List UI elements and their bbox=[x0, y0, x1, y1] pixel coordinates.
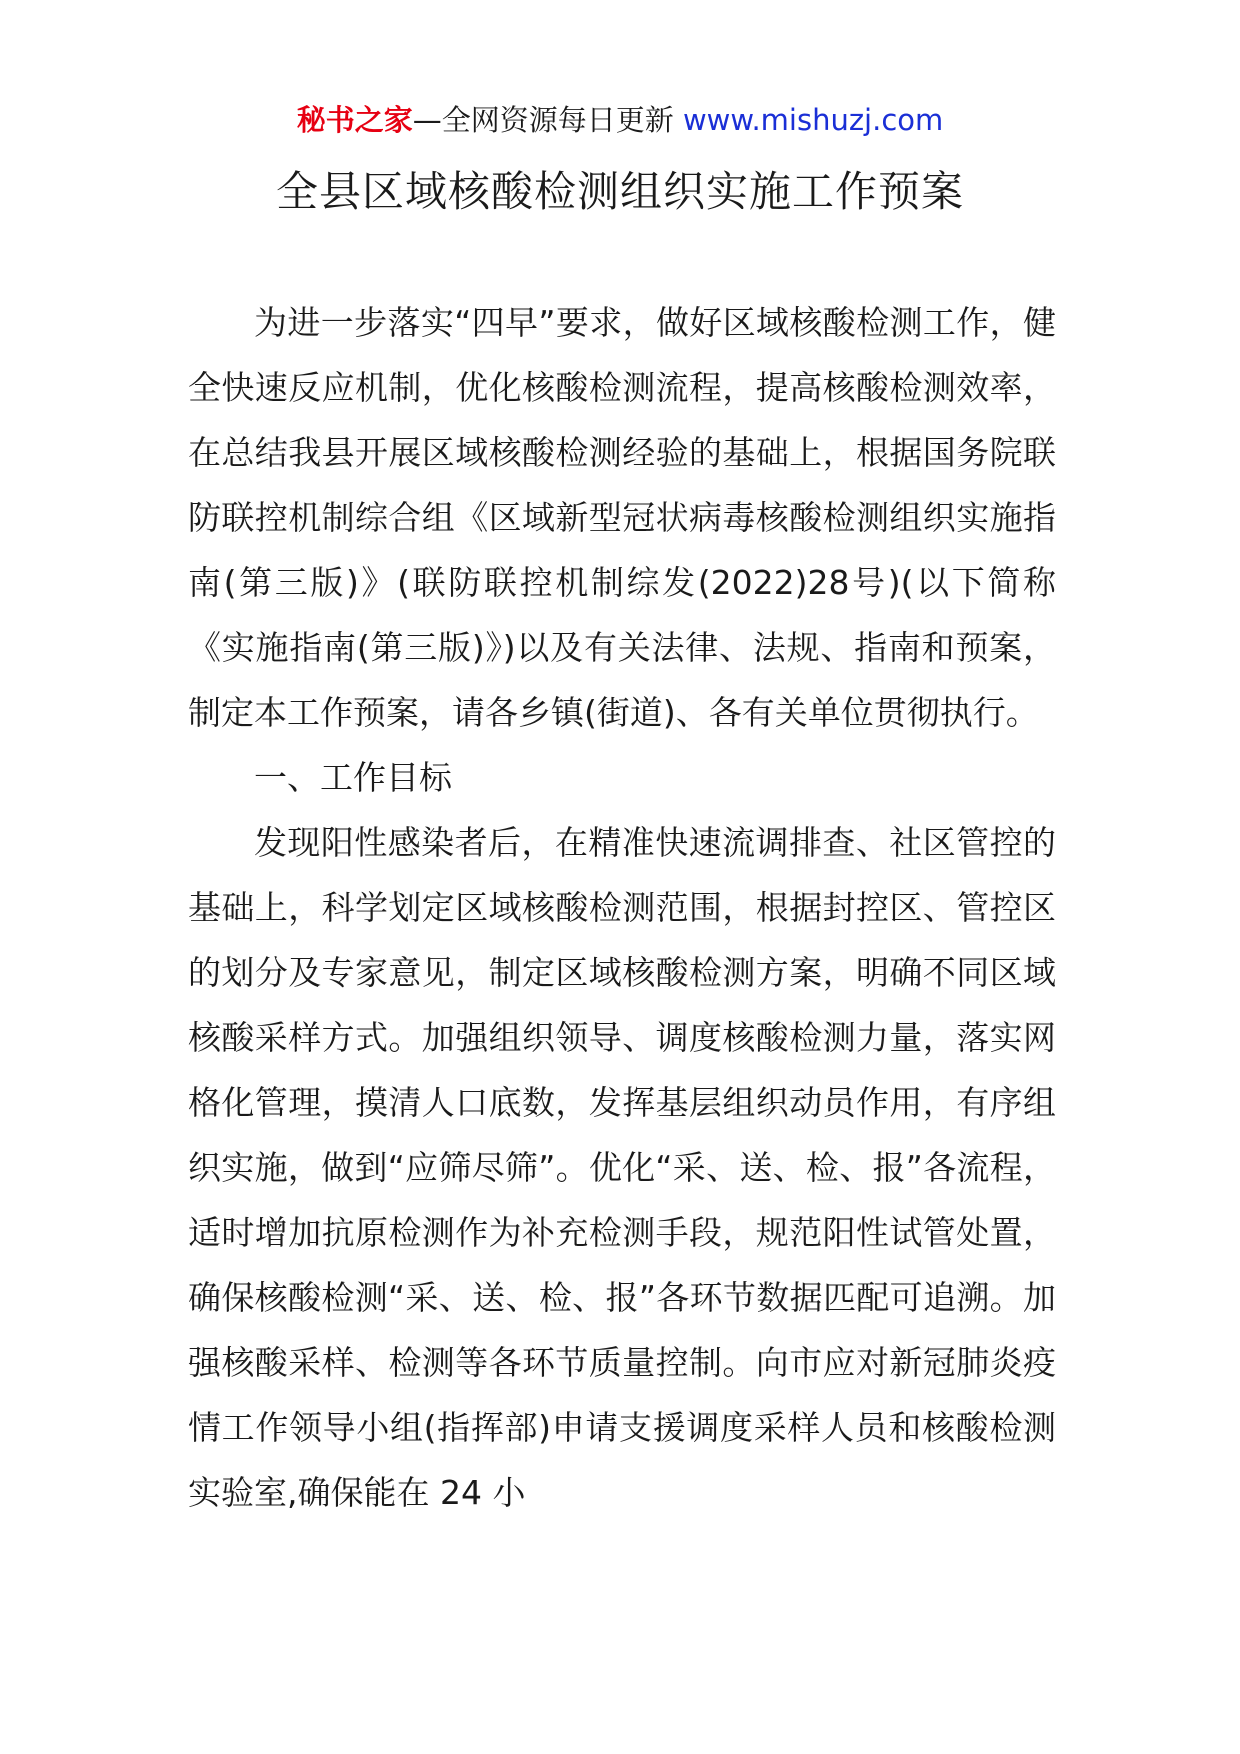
site-link[interactable]: www.mishuzj.com bbox=[673, 103, 944, 137]
document-body bbox=[188, 290, 1056, 1525]
intro-paragraph: 为进一步落实“四早”要求，做好区域核酸检测工作，健全快速反应机制，优化核酸检测流程，提高核酸检测效率，在总结我县开展区域核酸检测经验的基础上，根据国务院联防联控机制综合组《区域新型冠状病毒核酸检测组织实施指南(第三版)》(联防联控机制综发(2022)28号)(以下简称《实施指南(第三版)》)以及有关法律、法规、指南和预案，制定本工作预案，请各乡镇(街道)、各有关单位贯彻执行。 bbox=[188, 303, 1056, 732]
brand-name: 秘书之家 bbox=[296, 103, 413, 137]
header-tagline: —全网资源每日更新 bbox=[412, 103, 674, 137]
work-goal-paragraph: 发现阳性感染者后，在精准快速流调排查、社区管控的基础上，科学划定区域核酸检测范围，根据封控区、管控区的划分及专家意见，制定区域核酸检测方案，明确不同区域核酸采样方式。加强组织领导、调度核酸检测力量，落实网格化管理，摸清人口底数，发挥基层组织动员作用，有序组织实施，做到“应筛尽筛”。优化“采、送、检、报”各流程，适时增加抗原检测作为补充检测手段，规范阳性试管处置，确保核酸检测“采、送、检、报”各环节数据匹配可追溯。加强核酸采样、检测等各环节质量控制。向市应对新冠肺炎疫情工作领导小组(指挥部)申请支援调度采样人员和核酸检测实验室,确保能在 24 小 bbox=[188, 823, 1056, 1512]
site-header bbox=[0, 100, 1240, 140]
document-title: 全县区域核酸检测组织实施工作预案 bbox=[275, 167, 964, 216]
section-heading-work-goal: 一、工作目标 bbox=[254, 758, 452, 797]
